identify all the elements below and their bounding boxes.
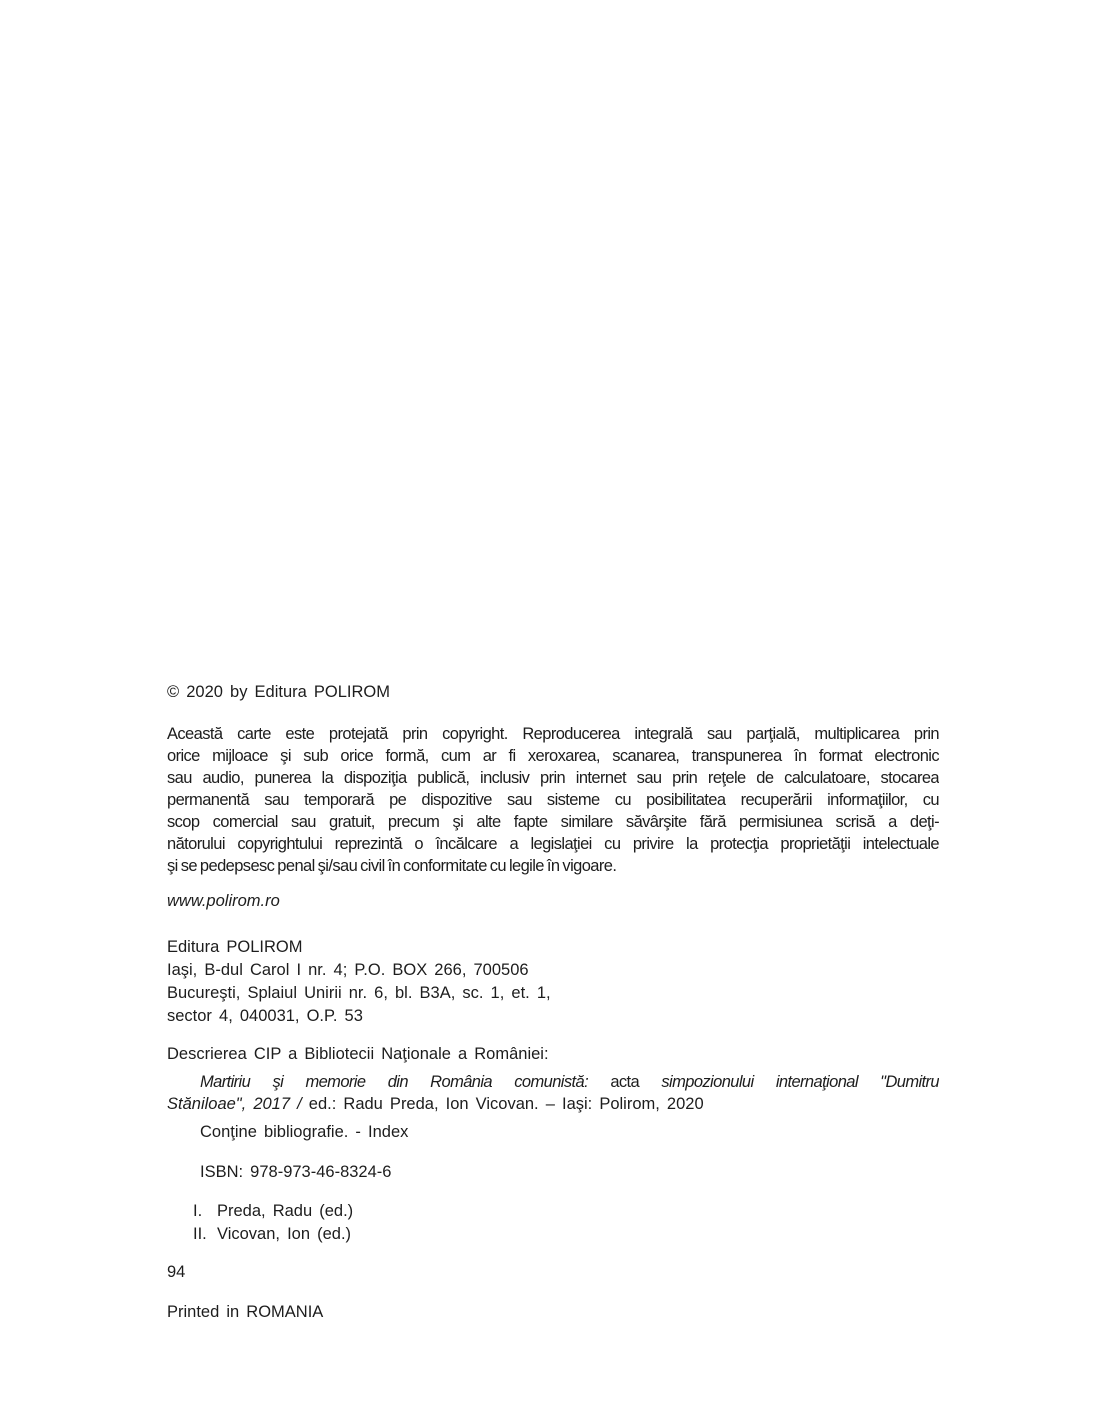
cip-subtitle-continuation: Stăniloae", 2017 /: [167, 1095, 309, 1113]
entry-name: Vicovan, Ion (ed.): [217, 1225, 352, 1243]
cip-imprint: ed.: Radu Preda, Ion Vicovan. – Iaşi: Polirom, 2020: [308, 1095, 704, 1113]
cip-responsibility-entries: [167, 1200, 939, 1246]
license-line: sau audio, punerea la dispoziţia publică, inclusiv prin internet sau prin reţele de calculatoare, stocarea: [167, 769, 939, 787]
cip-entry-line-1: [167, 1071, 939, 1093]
license-paragraph: [167, 723, 939, 877]
publisher-website: www.polirom.ro: [167, 892, 280, 910]
publisher-address-line: sector 4, 040031, O.P. 53: [167, 1007, 363, 1025]
license-line: Această carte este protejată prin copyright. Reproducerea integrală sau parţială, multiplicarea prin: [167, 725, 939, 743]
cip-subtitle-italic: simpozionului internaţional "Dumitru: [661, 1073, 939, 1091]
copyright-line: © 2020 by Editura POLIROM: [167, 683, 391, 701]
license-line: şi se pedepsesc penal şi/sau civil în conformitate cu legile în vigoare.: [167, 857, 617, 875]
license-line: permanentă sau temporară pe dispozitive sau sisteme cu posibilitatea recuperării informaţiilor, cu: [167, 791, 939, 809]
page-number: 94: [167, 1263, 186, 1281]
publisher-name: Editura POLIROM: [167, 938, 303, 956]
entry-name: Preda, Radu (ed.): [217, 1202, 354, 1220]
responsibility-entry: [193, 1223, 939, 1246]
cip-connector: acta: [588, 1073, 662, 1091]
responsibility-entry: [193, 1200, 939, 1223]
cip-bibliography-note: Conţine bibliografie. - Index: [200, 1123, 409, 1141]
cip-heading: Descrierea CIP a Bibliotecii Naţionale a României:: [167, 1045, 549, 1063]
license-line: scop comercial sau gratuit, precum şi alte fapte similare săvârşite fără permisiunea scrisă a deţi-: [167, 813, 939, 831]
entry-numeral: I.: [193, 1202, 203, 1220]
colophon-content: [167, 681, 939, 1323]
publisher-address-block: [167, 936, 939, 1028]
publisher-address-line: Bucureşti, Splaiul Unirii nr. 6, bl. B3A, sc. 1, et. 1,: [167, 984, 551, 1002]
entry-numeral: II.: [193, 1225, 207, 1243]
cip-entry-line-2: [167, 1093, 939, 1115]
isbn-line: ISBN: 978-973-46-8324-6: [200, 1163, 392, 1181]
cip-title-italic: Martiriu şi memorie din România comunistă:: [200, 1073, 589, 1091]
license-line: nătorului copyrightului reprezintă o încălcare a legislaţiei cu privire la protecţia proprietăţii intelectuale: [167, 835, 939, 853]
printed-in-line: Printed in ROMANIA: [167, 1303, 324, 1321]
publisher-address-line: Iaşi, B-dul Carol I nr. 4; P.O. BOX 266, 700506: [167, 961, 529, 979]
license-line: orice mijloace şi sub orice formă, cum ar fi xeroxarea, scanarea, transpunerea în format electronic: [167, 747, 939, 765]
